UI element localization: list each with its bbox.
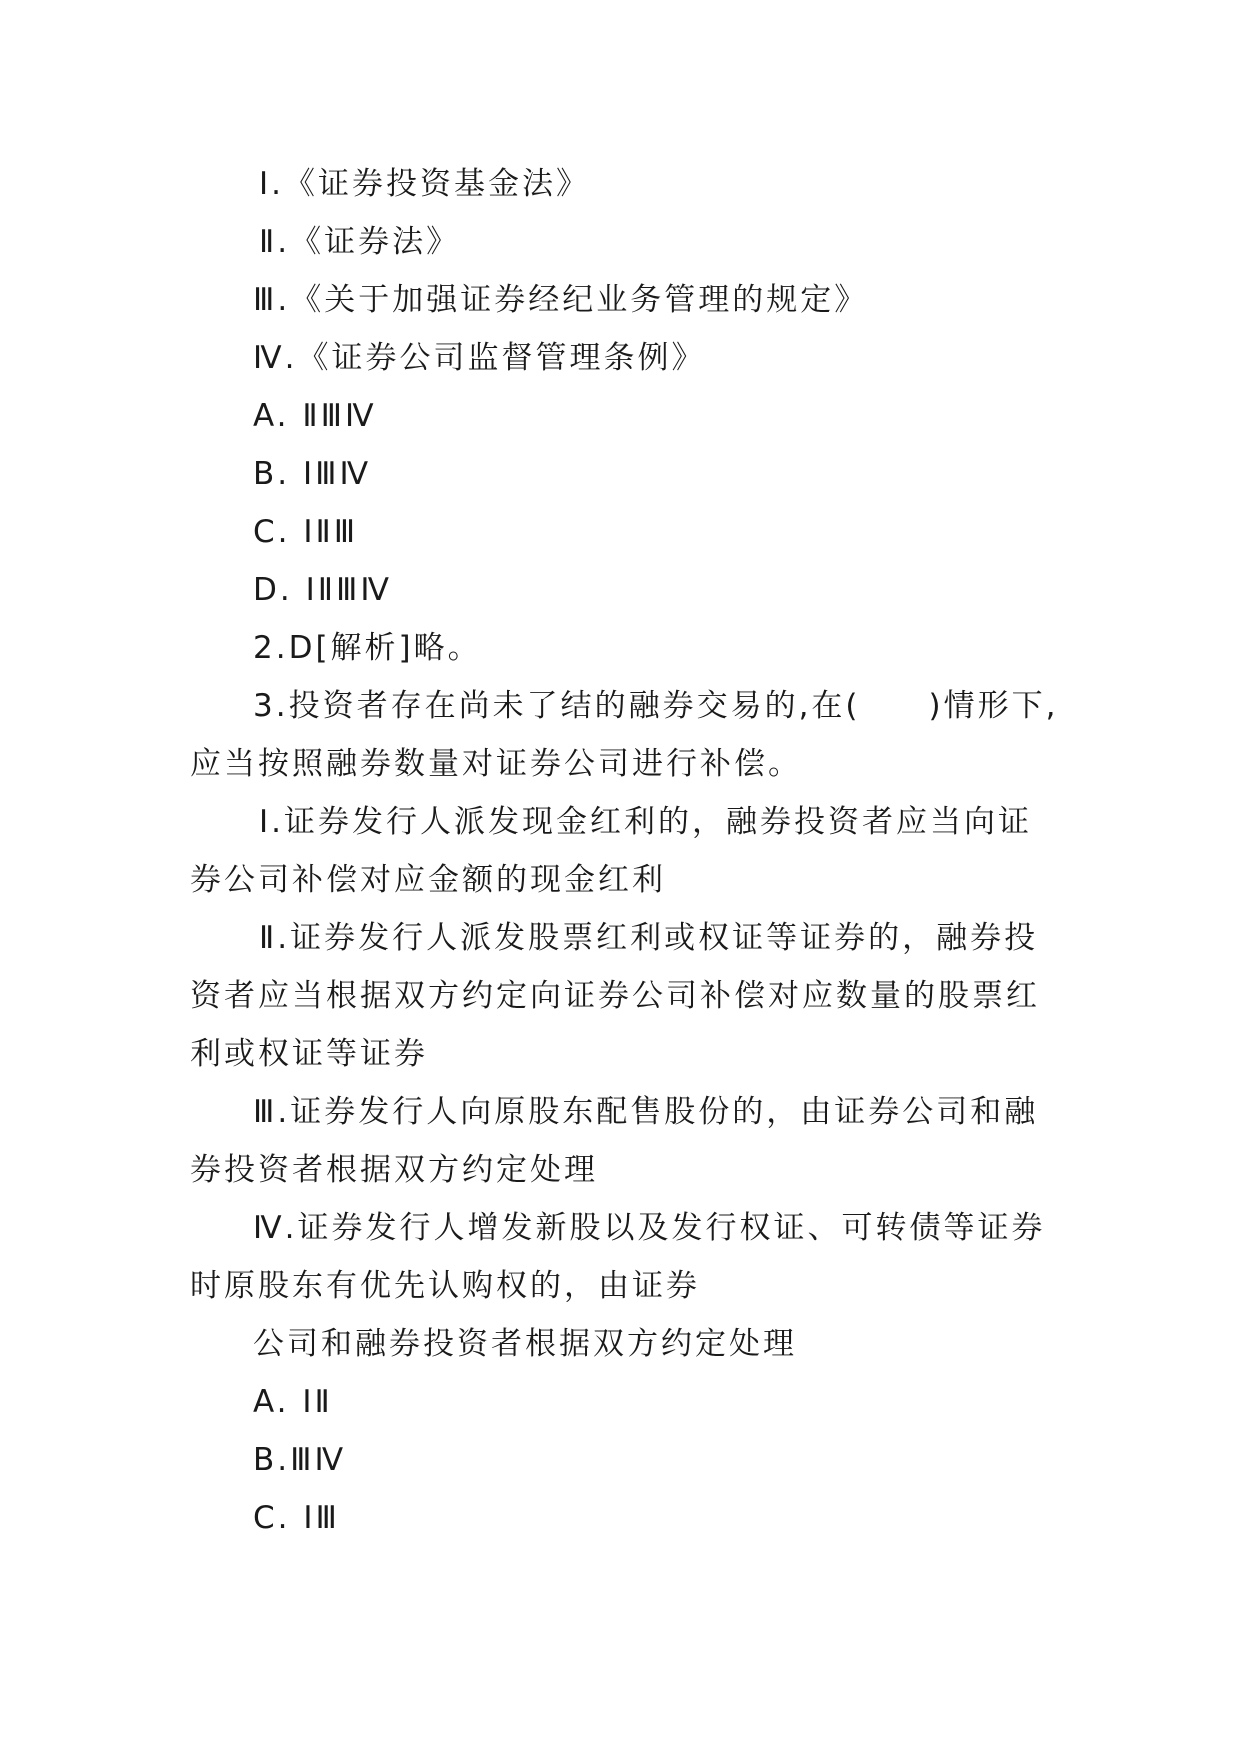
q3-item-iii-line-1: Ⅲ.证券发行人向原股东配售股份的，由证券公司和融 bbox=[253, 1094, 1039, 1130]
q1-option-ii: Ⅱ.《证券法》 bbox=[259, 224, 461, 260]
q1-option-iii: Ⅲ.《关于加强证券经纪业务管理的规定》 bbox=[253, 282, 869, 318]
q1-choice-c: C. ⅠⅡⅢ bbox=[253, 514, 359, 550]
q3-choice-b: B.ⅢⅣ bbox=[253, 1442, 347, 1478]
q3-choice-c: C. ⅠⅢ bbox=[253, 1500, 340, 1536]
q3-item-ii-line-2: 资者应当根据双方约定向证券公司补偿对应数量的股票红 bbox=[190, 978, 1040, 1014]
q3-item-i-line-2: 券公司补偿对应金额的现金红利 bbox=[190, 862, 666, 898]
q3-item-iv-line-3: 公司和融券投资者根据双方约定处理 bbox=[253, 1326, 797, 1362]
q3-choice-a: A. ⅠⅡ bbox=[253, 1384, 333, 1420]
q3-stem-line-1: 3.投资者存在尚未了结的融券交易的,在( )情形下, bbox=[253, 688, 1059, 724]
q3-item-i-line-1: Ⅰ.证券发行人派发现金红利的，融券投资者应当向证 bbox=[259, 804, 1032, 840]
q1-option-iv: Ⅳ.《证券公司监督管理条例》 bbox=[253, 340, 706, 376]
q3-item-iv-line-1: Ⅳ.证券发行人增发新股以及发行权证、可转债等证券 bbox=[253, 1210, 1046, 1246]
q1-choice-d: D. ⅠⅡⅢⅣ bbox=[253, 572, 392, 608]
q3-item-ii-line-1: Ⅱ.证券发行人派发股票红利或权证等证券的，融券投 bbox=[259, 920, 1039, 956]
q3-stem-line-2: 应当按照融券数量对证券公司进行补偿。 bbox=[190, 746, 802, 782]
q3-item-ii-line-3: 利或权证等证券 bbox=[190, 1036, 428, 1072]
q3-item-iii-line-2: 券投资者根据双方约定处理 bbox=[190, 1152, 598, 1188]
q1-option-i: Ⅰ.《证券投资基金法》 bbox=[259, 166, 590, 202]
q1-choice-a: A. ⅡⅢⅣ bbox=[253, 398, 377, 434]
q1-choice-b: B. ⅠⅢⅣ bbox=[253, 456, 372, 492]
answer-2: 2.D[解析]略。 bbox=[253, 630, 482, 666]
q3-item-iv-line-2: 时原股东有优先认购权的，由证券 bbox=[190, 1268, 700, 1304]
